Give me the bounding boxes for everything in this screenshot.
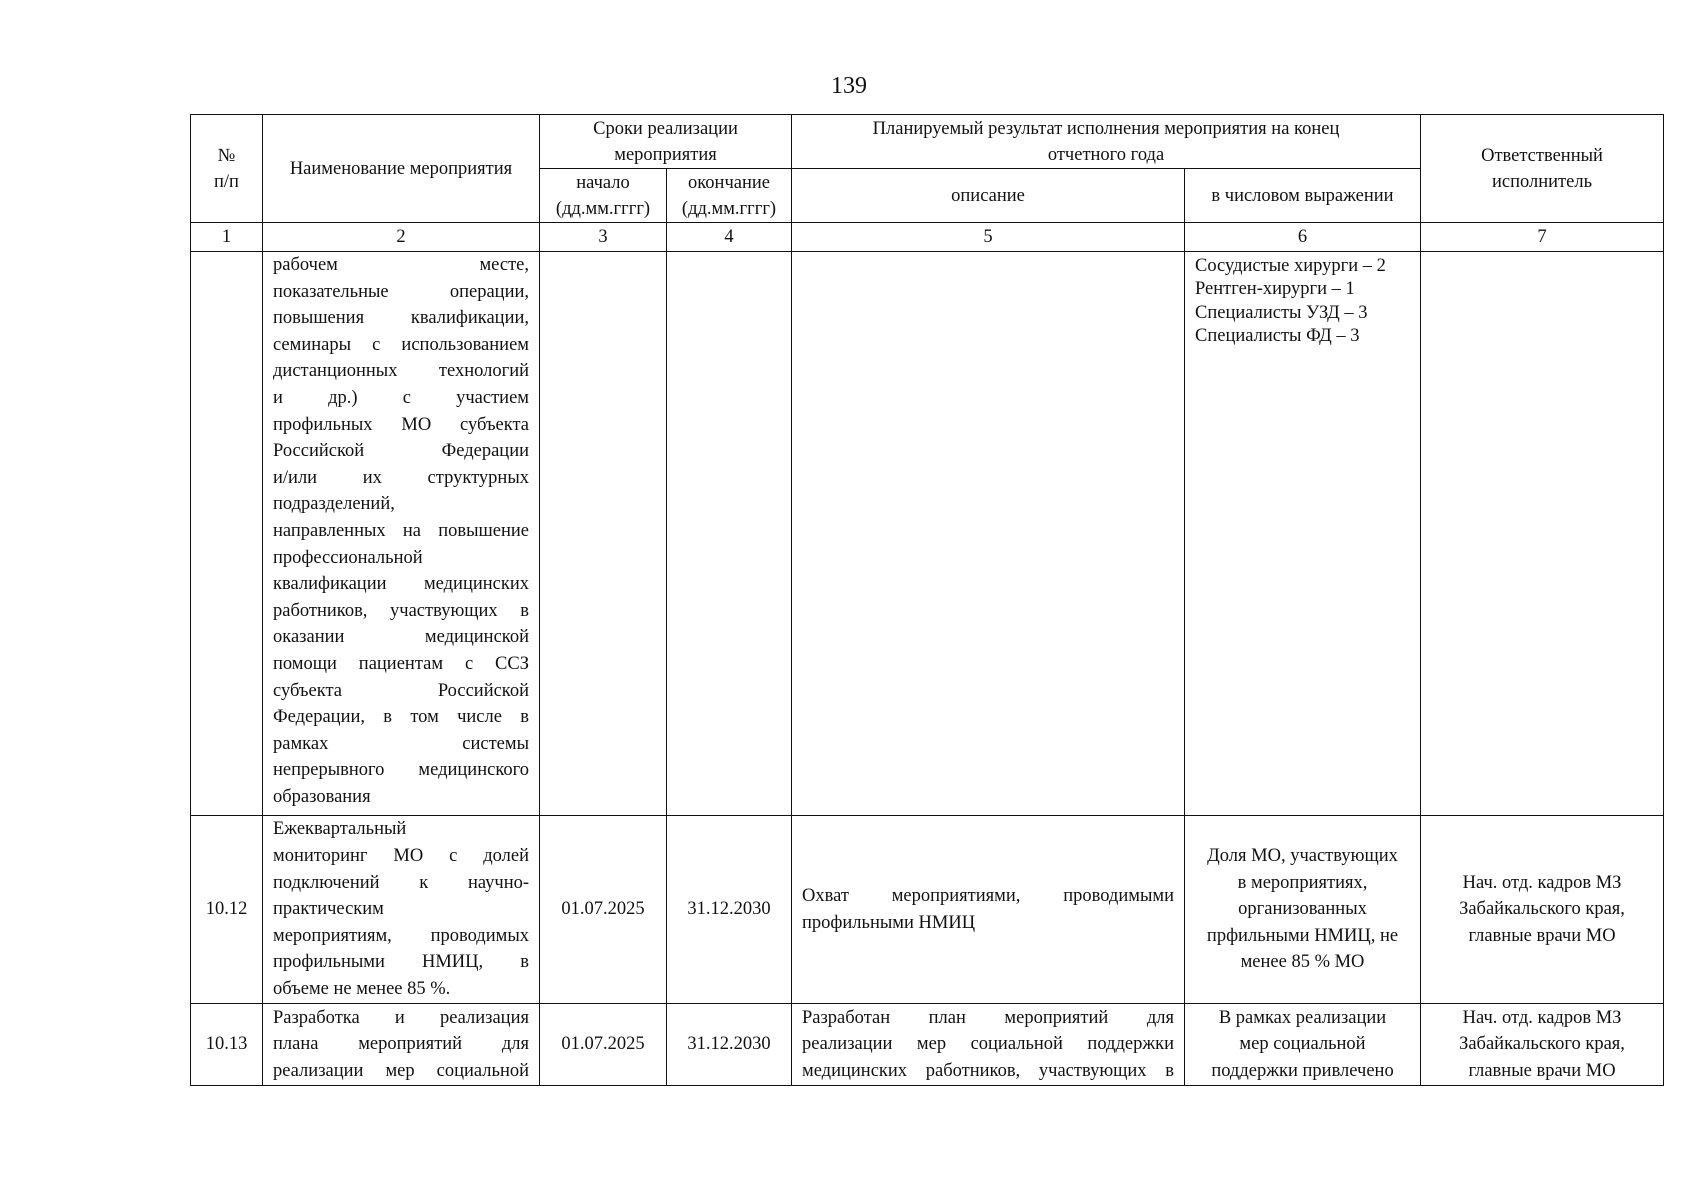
row-end: 31.12.2030	[667, 816, 792, 1004]
column-number: 7	[1421, 223, 1664, 252]
column-number: 6	[1185, 223, 1421, 252]
table-row	[191, 816, 1664, 1004]
row-name: рабочем месте, показательные операции, повышения квалификации, семинары с использованием дистанционных технологий и др.) с участием профильных МО субъекта Российской Федерации и/или их структурных подразделений, направленных на повышение профессиональной квалификации медицинских работников, участвующих в оказании медицинской помощи пациентам с ССЗ субъекта Российской Федерации, в том числе в рамках системы непрерывного медицинского образования	[263, 252, 540, 816]
column-numbers-row	[191, 223, 1664, 252]
column-number: 3	[540, 223, 667, 252]
header-start: начало (дд.мм.гггг)	[540, 169, 667, 223]
row-numeric: В рамках реализации мер социальной поддержки привлечено	[1185, 1004, 1421, 1086]
header-num: № п/п	[191, 115, 263, 223]
header-terms: Сроки реализации мероприятия	[540, 115, 792, 169]
header-responsible: Ответственный исполнитель	[1421, 115, 1664, 223]
table-row	[191, 252, 1664, 816]
row-description: Разработан план мероприятий для реализации мер социальной поддержки медицинских работников, участвующих в	[792, 1004, 1185, 1086]
column-number: 5	[792, 223, 1185, 252]
row-num: 10.13	[191, 1004, 263, 1086]
column-number: 1	[191, 223, 263, 252]
row-responsible: Нач. отд. кадров МЗ Забайкальского края, главные врачи МО	[1421, 1004, 1664, 1086]
row-numeric: Доля МО, участвующих в мероприятиях, организованных прфильными НМИЦ, не менее 85 % МО	[1185, 816, 1421, 1004]
row-num	[191, 252, 263, 816]
header-description: описание	[792, 169, 1185, 223]
header-name: Наименование мероприятия	[263, 115, 540, 223]
header-numeric: в числовом выражении	[1185, 169, 1421, 223]
row-start: 01.07.2025	[540, 1004, 667, 1086]
measures-table	[190, 114, 1664, 1086]
row-description	[792, 252, 1185, 816]
row-responsible	[1421, 252, 1664, 816]
header-result: Планируемый результат исполнения мероприятия на конец отчетного года	[792, 115, 1421, 169]
row-start	[540, 252, 667, 816]
row-name: Разработка и реализация плана мероприятий для реализации мер социальной	[263, 1004, 540, 1086]
column-number: 4	[667, 223, 792, 252]
row-responsible: Нач. отд. кадров МЗ Забайкальского края, главные врачи МО	[1421, 816, 1664, 1004]
row-end	[667, 252, 792, 816]
row-start: 01.07.2025	[540, 816, 667, 1004]
row-numeric: Сосудистые хирурги – 2 Рентген-хирурги – 1 Специалисты УЗД – 3 Специалисты ФД – 3	[1185, 252, 1421, 816]
page-number: 139	[831, 73, 867, 99]
row-end: 31.12.2030	[667, 1004, 792, 1086]
header-end: окончание (дд.мм.гггг)	[667, 169, 792, 223]
row-name: Ежеквартальный мониторинг МО с долей подключений к научно- практическим мероприятиям, проводимых профильными НМИЦ, в объеме не менее 85 %.	[263, 816, 540, 1004]
row-description: Охват мероприятиями, проводимыми профильными НМИЦ	[792, 816, 1185, 1004]
column-number: 2	[263, 223, 540, 252]
row-num: 10.12	[191, 816, 263, 1004]
table-row	[191, 1004, 1664, 1086]
